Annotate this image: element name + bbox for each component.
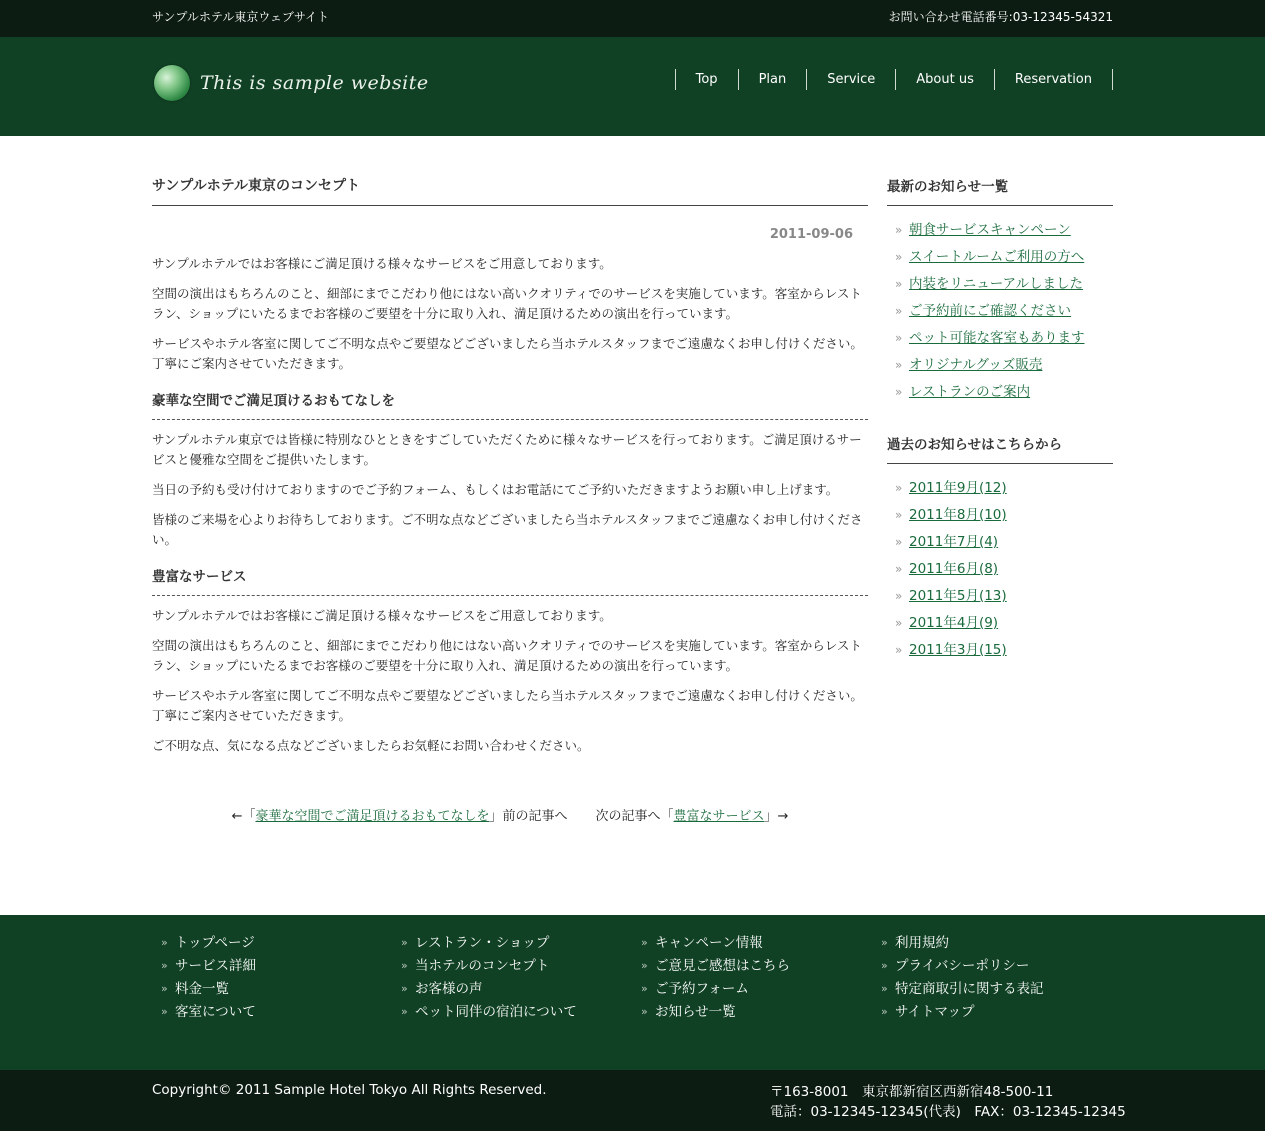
footer-link-label: レストラン・ショップ	[415, 935, 550, 951]
paragraph: サービスやホテル客室に関してご不明な点やご要望などございましたら当ホテルスタッフまでご遠慮なくお申し付けください。丁寧にご案内させていただきます。	[152, 336, 863, 371]
prev-post-link[interactable]: 豪華な空間でご満足頂けるおもてなしを	[255, 809, 490, 824]
paragraph: サービスやホテル客室に関してご不明な点やご要望などございましたら当ホテルスタッフまでご遠慮なくお申し付けください。丁寧にご案内させていただきます。	[152, 688, 863, 723]
footer-link[interactable]	[641, 979, 790, 1002]
footer-link[interactable]	[401, 979, 577, 1002]
list-item	[887, 559, 1113, 586]
arrow-icon: »	[401, 982, 408, 995]
footer-column	[161, 933, 256, 1025]
archive-link[interactable]: 2011年7月(4)	[909, 534, 999, 550]
phone-fax: 電話：03-12345-12345(代表) FAX：03-12345-12345	[770, 1104, 1126, 1120]
archive-link[interactable]: 2011年9月(12)	[909, 480, 1007, 496]
nav-top[interactable]: Top	[676, 69, 739, 90]
footer-column	[641, 933, 790, 1025]
nav-about-us[interactable]: About us	[896, 69, 995, 90]
footer-link[interactable]	[401, 1002, 577, 1025]
footer-link[interactable]	[161, 979, 256, 1002]
arrow-icon: »	[881, 1005, 888, 1018]
footer-link[interactable]	[401, 933, 577, 956]
arrow-icon: »	[895, 358, 903, 372]
paragraph: 空間の演出はもちろんのこと、細部にまでこだわり他にはない高いクオリティでのサービスを実施しています。客室からレストラン、ショップにいたるまでお客様のご要望を十分に取り入れ、満足頂けるための演出を行っています。	[152, 286, 862, 321]
news-link[interactable]: 朝食サービスキャンペーン	[909, 222, 1071, 238]
news-link[interactable]: オリジナルグッズ販売	[909, 357, 1043, 373]
arrow-icon: »	[641, 982, 648, 995]
article-date: 2011-09-06	[769, 227, 853, 242]
footer-link-label: トップページ	[175, 935, 255, 951]
arrow-icon: »	[895, 223, 903, 237]
arrow-icon: »	[895, 643, 903, 657]
archive-link[interactable]: 2011年4月(9)	[909, 615, 999, 631]
arrow-icon: »	[641, 959, 648, 972]
list-item	[887, 640, 1113, 667]
logo-text: This is sample website	[200, 72, 429, 94]
list-item	[887, 478, 1113, 505]
list-item	[887, 586, 1113, 613]
footer-link-label: サービス詳細	[175, 958, 256, 974]
bottom-bar	[0, 1070, 1265, 1131]
arrow-icon: »	[881, 959, 888, 972]
footer-link[interactable]	[881, 933, 1044, 956]
footer-link-label: 特定商取引に関する表記	[895, 981, 1044, 997]
news-list	[887, 220, 1113, 409]
footer-link[interactable]	[161, 956, 256, 979]
next-text: 」→	[764, 809, 789, 824]
contact-info	[770, 1082, 1126, 1122]
news-link[interactable]: 内装をリニューアルしました	[909, 276, 1084, 292]
arrow-icon: »	[895, 331, 903, 345]
footer-link-label: 料金一覧	[175, 981, 229, 997]
paragraph: 空間の演出はもちろんのこと、細部にまでこだわり他にはない高いクオリティでのサービスを実施しています。客室からレストラン、ショップにいたるまでお客様のご要望を十分に取り入れ、満足頂けるための演出を行っています。	[152, 638, 862, 673]
paragraph: ご不明な点、気になる点などございましたらお気軽にお問い合わせください。	[152, 738, 590, 753]
article	[152, 175, 868, 756]
arrow-icon: »	[895, 589, 903, 603]
arrow-icon: »	[161, 936, 168, 949]
footer-link[interactable]	[641, 933, 790, 956]
archive-heading: 過去のお知らせはこちらから	[887, 433, 1113, 464]
copyright: Copyright© 2011 Sample Hotel Tokyo All Rights Reserved.	[152, 1082, 547, 1098]
list-item	[887, 505, 1113, 532]
footer-link-label: ご予約フォーム	[655, 981, 749, 997]
footer-link-label: サイトマップ	[895, 1004, 975, 1020]
contact-phone: お問い合わせ電話番号:03-12345-54321	[888, 10, 1113, 24]
footer-link-label: 利用規約	[895, 935, 949, 951]
news-link[interactable]: スイートルームご利用の方へ	[909, 249, 1085, 265]
sidebar	[887, 175, 1113, 691]
arrow-icon: »	[895, 481, 903, 495]
footer-link[interactable]	[881, 1002, 1044, 1025]
prev-text: ←「	[231, 809, 256, 824]
archive-list	[887, 478, 1113, 667]
main-nav	[675, 69, 1113, 90]
list-item	[887, 532, 1113, 559]
nav-reservation[interactable]: Reservation	[995, 69, 1113, 90]
footer-link-label: お知らせ一覧	[655, 1004, 736, 1020]
arrow-icon: »	[401, 959, 408, 972]
next-text: 次の記事へ「	[595, 809, 674, 824]
arrow-icon: »	[895, 562, 903, 576]
footer-link-label: お客様の声	[415, 981, 483, 997]
footer-link-label: ご意見ご感想はこちら	[655, 958, 790, 974]
logo[interactable]	[154, 65, 429, 101]
arrow-icon: »	[895, 277, 903, 291]
footer-links	[0, 915, 1265, 1070]
archive-link[interactable]: 2011年6月(8)	[909, 561, 999, 577]
news-heading: 最新のお知らせ一覧	[887, 175, 1113, 206]
prev-text: 」前の記事へ	[489, 809, 568, 824]
footer-link[interactable]	[881, 979, 1044, 1002]
news-link[interactable]: ペット可能な客室もあります	[909, 330, 1085, 346]
footer-link-label: プライバシーポリシー	[895, 958, 1030, 974]
arrow-icon: »	[161, 1005, 168, 1018]
footer-link[interactable]	[881, 956, 1044, 979]
footer-link-label: 客室について	[175, 1004, 256, 1020]
section-heading: 豪華な空間でご満足頂けるおもてなしを	[152, 389, 868, 420]
footer-column	[881, 933, 1044, 1025]
arrow-icon: »	[895, 385, 903, 399]
paragraph: サンプルホテルではお客様にご満足頂ける様々なサービスをご用意しております。	[152, 608, 612, 623]
arrow-icon: »	[641, 936, 648, 949]
globe-icon	[154, 65, 190, 101]
site-name: サンプルホテル東京ウェブサイト	[152, 10, 330, 24]
news-link[interactable]: レストランのご案内	[909, 384, 1031, 400]
footer-link[interactable]	[161, 1002, 256, 1025]
paragraph: 当日の予約も受け付けておりますのでご予約フォーム、もしくはお電話にてご予約いただきますようお願い申し上げます。	[152, 482, 839, 497]
footer-link[interactable]	[641, 956, 790, 979]
list-item	[887, 382, 1113, 409]
arrow-icon: »	[641, 1005, 648, 1018]
footer-link-label: ペット同伴の宿泊について	[415, 1004, 577, 1020]
list-item	[887, 613, 1113, 640]
address: 〒163-8001 東京都新宿区西新宿48-500-11	[770, 1084, 1054, 1100]
next-post-link[interactable]: 豊富なサービス	[673, 809, 765, 824]
nav-plan[interactable]: Plan	[739, 69, 808, 90]
paragraph: サンプルホテル東京では皆様に特別なひとときをすごしていただくために様々なサービスを行っております。ご満足頂けるサービスと優雅な空間をご提供いたします。	[152, 432, 862, 467]
list-item	[887, 355, 1113, 382]
list-item	[887, 247, 1113, 274]
footer-link[interactable]	[161, 933, 256, 956]
list-item	[887, 220, 1113, 247]
footer-link[interactable]	[401, 956, 577, 979]
arrow-icon: »	[895, 304, 903, 318]
list-item	[887, 301, 1113, 328]
arrow-icon: »	[401, 936, 408, 949]
arrow-icon: »	[161, 982, 168, 995]
footer-link[interactable]	[641, 1002, 790, 1025]
arrow-icon: »	[895, 616, 903, 630]
paragraph: サンプルホテルではお客様にご満足頂ける様々なサービスをご用意しております。	[152, 256, 612, 271]
archive-link[interactable]: 2011年3月(15)	[909, 642, 1007, 658]
archive-link[interactable]: 2011年5月(13)	[909, 588, 1007, 604]
list-item	[887, 274, 1113, 301]
list-item	[887, 328, 1113, 355]
arrow-icon: »	[881, 982, 888, 995]
arrow-icon: »	[401, 1005, 408, 1018]
footer-column	[401, 933, 577, 1025]
arrow-icon: »	[895, 250, 903, 264]
arrow-icon: »	[895, 508, 903, 522]
arrow-icon: »	[881, 936, 888, 949]
nav-service[interactable]: Service	[807, 69, 896, 90]
section-heading: 豊富なサービス	[152, 565, 868, 596]
top-bar	[0, 0, 1265, 37]
footer-link-label: 当ホテルのコンセプト	[415, 958, 550, 974]
arrow-icon: »	[895, 535, 903, 549]
paragraph: 皆様のご来場を心よりお待ちしております。ご不明な点などございましたら当ホテルスタッフまでご遠慮なくお申し付けください。	[152, 512, 863, 547]
arrow-icon: »	[161, 959, 168, 972]
news-link[interactable]: ご予約前にご確認ください	[909, 303, 1071, 319]
archive-link[interactable]: 2011年8月(10)	[909, 507, 1007, 523]
footer-link-label: キャンペーン情報	[655, 935, 763, 951]
article-title: サンプルホテル東京のコンセプト	[152, 175, 868, 206]
header	[0, 37, 1265, 136]
post-pager	[152, 805, 868, 824]
